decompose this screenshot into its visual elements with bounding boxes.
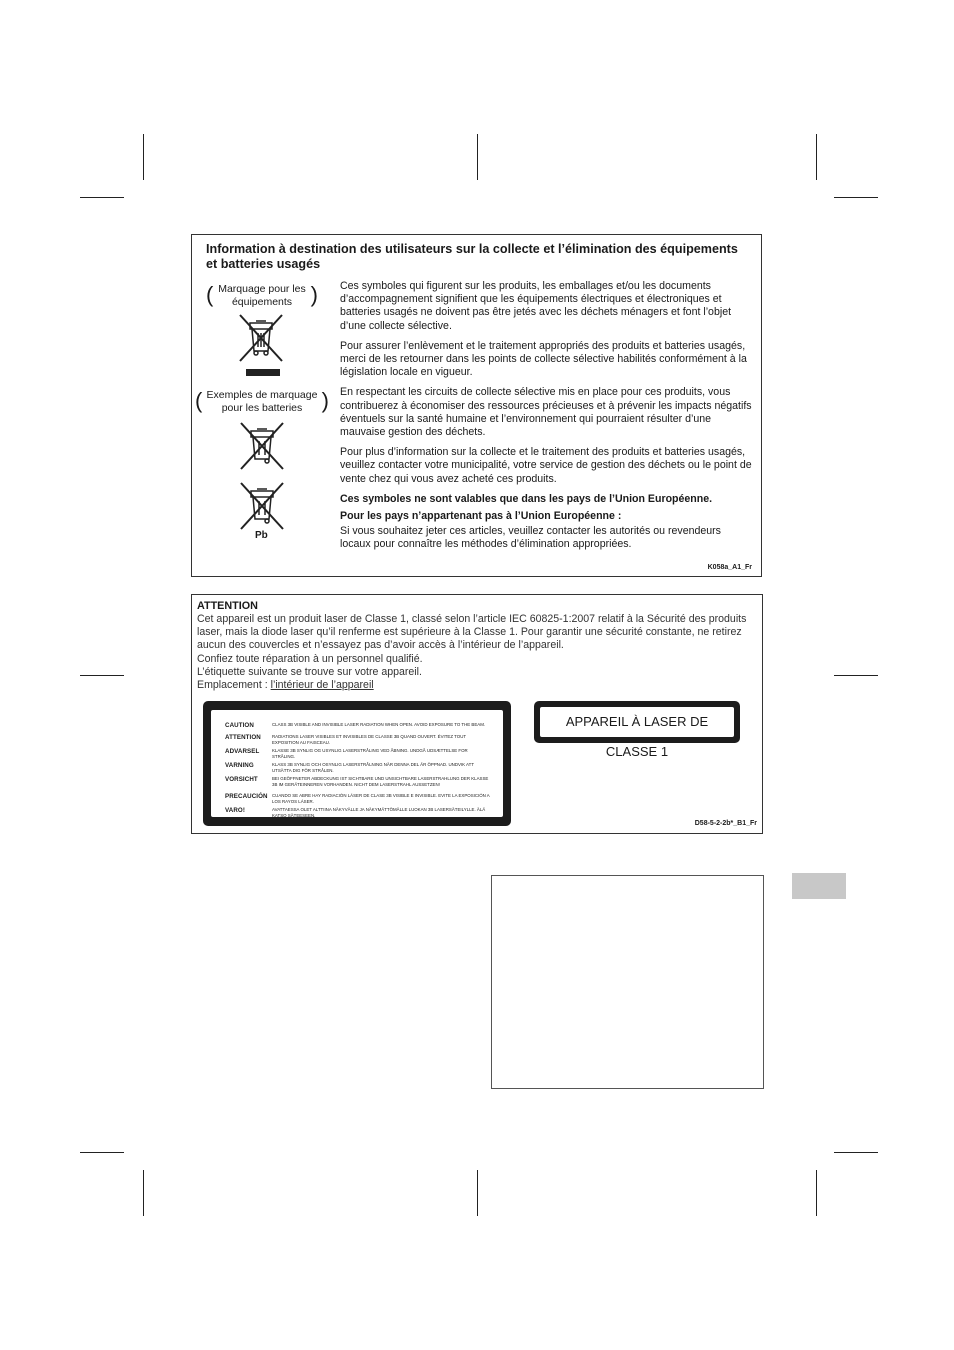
crop-mark xyxy=(834,1152,878,1153)
equipment-marking-label: ( Marquage pour les équipements ) xyxy=(214,283,310,309)
crop-mark xyxy=(834,675,878,676)
non-eu-heading: Pour les pays n’appartenant pas à l’Union Européenne : xyxy=(340,510,622,523)
crop-mark xyxy=(477,134,478,180)
crop-mark xyxy=(143,134,144,180)
attention-label-note: L’étiquette suivante se trouve sur votre appareil. xyxy=(197,665,422,678)
page-tab xyxy=(792,873,846,899)
document-code: K058a_A1_Fr xyxy=(707,564,752,571)
crop-mark xyxy=(816,134,817,180)
marking-bar xyxy=(246,369,280,376)
empty-frame xyxy=(491,875,764,1089)
crop-mark xyxy=(80,197,124,198)
recycling-paragraph: En respectant les circuits de collecte sélective mis en place pour ces produits, vous contribuerez à économiser des ressources précieuses et à prévenir les impacts négatifs éventuels sur la santé humaine et l’environnement qui pourraient résulter d’une mauvaise gestion des déchets. xyxy=(340,386,752,439)
location-prefix: Emplacement : xyxy=(197,679,268,692)
warning-text: BEI GEÖFFNETER ABDECKUNG IST SICHTBARE UND UNSICHTBARE LASERSTRAHLUNG DER KLASSE 3B IM GERÄTEINNEREN VORHANDEN. NICHT DEM LASERSTRAHL AUSSETZEN! xyxy=(272,776,489,787)
warning-text: AVATTAESSA OLET ALTTIINA NÄKYVÄLLE JA NÄKYMÄTTÖMÄLLE LUOKAN 3B LASERSÄTEILYLLE. ÄLÄ KATSO SÄTEESEEN. xyxy=(272,807,486,818)
crossed-bin-icon xyxy=(236,479,288,533)
crossed-bin-icon xyxy=(236,419,288,473)
laser-class-label xyxy=(534,701,740,759)
crop-mark xyxy=(834,197,878,198)
crossed-bin-icon xyxy=(234,311,288,365)
recycling-text xyxy=(340,280,752,559)
attention-location xyxy=(197,679,755,692)
recycling-paragraph: Ces symboles qui figurent sur les produits, les emballages et/ou les documents d’accompagnement signifient que les équipements électriques et électroniques et batteries usagés ne doivent pas être jetés avec les déchets ménagers et font l’objet d’une collecte sélective. xyxy=(340,280,732,332)
recycling-title: Information à destination des utilisateurs sur la collecte et l’élimination des équipements et batteries usagés xyxy=(206,242,738,271)
warning-text: RADIATIONS LASER VISIBLES ET INVISIBLES DE CLASSE 3B QUAND OUVERT. ÉVITEZ TOUT EXPOSITION AU FAISCEAU. xyxy=(272,734,466,745)
warning-text: KLASS 3B SYNLIG OCH OSYNLIG LASERSTRÅLNING NÄR DENNA DEL ÄR ÖPPNAD. UNDVIK ATT UTSÄTTA DIG FÖR STRÅLEN. xyxy=(272,762,474,773)
attention-text: Cet appareil est un produit laser de Classe 1, classé selon l’article IEC 60825-1:2007 relatif à la Sécurité des produits laser, mais la diode laser qu’il renferme est supérieure à la Classe 1. Pour garantir une sécurité constante, ne retirez aucun des couvercles et n’essayez pas d’avoir accès à l’intérieur de l’appareil. xyxy=(197,613,747,652)
crop-mark xyxy=(816,1170,817,1216)
battery-marking-label: ( Exemples de marquage pour les batteries ) xyxy=(203,389,321,415)
pb-chemical-symbol: Pb xyxy=(255,530,268,541)
warning-language: VORSICHT xyxy=(225,776,258,783)
warning-language: CAUTION xyxy=(225,722,254,729)
attention-heading: ATTENTION xyxy=(197,600,258,612)
warning-language: ADVARSEL xyxy=(225,748,260,755)
warning-label-inner xyxy=(211,710,503,817)
warning-language: VARNING xyxy=(225,762,254,769)
eu-only-note: Ces symboles ne sont valables que dans les pays de l’Union Européenne. xyxy=(340,492,713,505)
attention-repair: Confiez toute réparation à un personnel qualifié. xyxy=(197,652,423,665)
location-value: l’intérieur de l’appareil xyxy=(270,679,374,692)
crop-mark xyxy=(477,1170,478,1216)
recycling-paragraph: Pour assurer l’enlèvement et le traitement appropriés des produits et batteries usagés, merci de les retourner dans les points de collecte sélective habilités conformément à la législation locale en vigueur. xyxy=(340,339,747,379)
laser-warning-label xyxy=(203,701,511,826)
warning-language: VARO! xyxy=(225,807,245,814)
warning-text: CLASS 3B VISIBLE AND INVISIBLE LASER RADIATION WHEN OPEN. AVOID EXPOSURE TO THE BEAM. xyxy=(272,722,486,727)
warning-language: PRECAUCIÓN xyxy=(225,793,268,800)
warning-text: CUANDO SE ABRE HAY RADIACIÓN LÁSER DE CLASE 3B VISIBLE E INVISIBLE. EVITE LA EXPOSICIÓN A LOS RAYOS LÁSER. xyxy=(272,793,490,804)
recycling-paragraph: Pour plus d’information sur la collecte et le traitement des produits et batteries usagés, veuillez contacter votre municipalité, votre service de gestion des déchets ou le point de vente chez qui vous avez acheté ces produits. xyxy=(340,446,752,485)
crop-mark xyxy=(143,1170,144,1216)
document-code: D58-5-2-2b*_B1_Fr xyxy=(694,820,757,827)
recycling-info-box xyxy=(191,234,762,577)
warning-language: ATTENTION xyxy=(225,734,261,741)
laser-attention-box xyxy=(191,594,763,834)
attention-body xyxy=(197,613,755,692)
warning-text: KLASSE 3B SYNLIG OG USYNLIG LASERSTRÅLING VED ÅBNING. UNDGÅ UDSÆTTELSE FOR STRÅLING. xyxy=(272,748,468,759)
laser-class-text: APPAREIL À LASER DE CLASSE 1 xyxy=(540,707,734,737)
crop-mark xyxy=(80,675,124,676)
crop-mark xyxy=(80,1152,124,1153)
non-eu-text: Si vous souhaitez jeter ces articles, veuillez contacter les autorités ou revendeurs locaux pour connaître les méthodes d’élimination appropriées. xyxy=(340,525,721,551)
